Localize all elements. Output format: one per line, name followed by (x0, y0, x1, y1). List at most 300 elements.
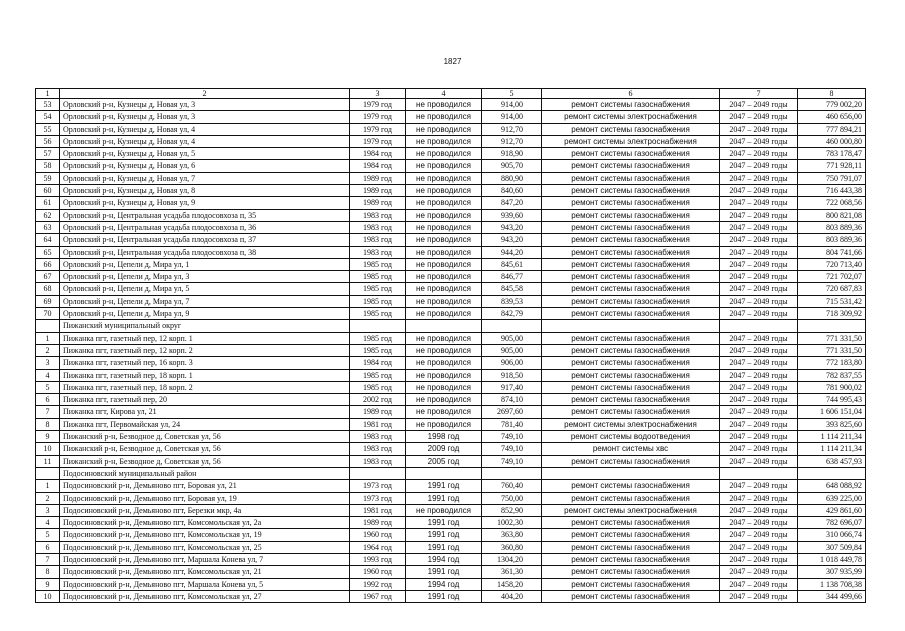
repair-period-cell: 2047 – 2049 годы (720, 295, 798, 307)
last-repair-year-cell: не проводился (406, 271, 482, 283)
area-cell: 404,20 (482, 590, 542, 602)
column-header: 7 (720, 89, 798, 99)
cost-cell: 772 183,80 (798, 357, 866, 369)
build-year-cell: 1985 год (350, 271, 406, 283)
table-row (36, 529, 866, 541)
last-repair-year-cell: не проводился (406, 381, 482, 393)
cost-cell (798, 467, 866, 479)
row-number-cell: 67 (36, 271, 60, 283)
last-repair-year-cell: 1991 год (406, 541, 482, 553)
repair-period-cell: 2047 – 2049 годы (720, 344, 798, 356)
last-repair-year-cell: 1991 год (406, 566, 482, 578)
build-year-cell: 1960 год (350, 566, 406, 578)
area-cell: 842,79 (482, 308, 542, 320)
build-year-cell: 1985 год (350, 283, 406, 295)
cost-cell: 804 741,66 (798, 246, 866, 258)
address-cell: Подосиновский р-н, Демьяново пгт, Комсомольская ул, 2а (60, 517, 350, 529)
work-type-cell: ремонт системы газоснабжения (542, 406, 720, 418)
table-row (36, 418, 866, 430)
table-row (36, 99, 866, 111)
cost-cell: 720 687,83 (798, 283, 866, 295)
work-type-cell: ремонт системы электроснабжения (542, 504, 720, 516)
table-row (36, 283, 866, 295)
address-cell: Подосиновский р-н, Демьяново пгт, Комсомольская ул, 25 (60, 541, 350, 553)
last-repair-year-cell (406, 467, 482, 479)
row-number-cell: 11 (36, 455, 60, 467)
cost-cell: 429 861,60 (798, 504, 866, 516)
build-year-cell: 1964 год (350, 541, 406, 553)
repair-period-cell: 2047 – 2049 годы (720, 578, 798, 590)
repair-period-cell: 2047 – 2049 годы (720, 492, 798, 504)
cost-cell: 393 825,60 (798, 418, 866, 430)
table-row (36, 369, 866, 381)
area-cell: 845,61 (482, 258, 542, 270)
row-number-cell: 4 (36, 517, 60, 529)
area-cell: 905,00 (482, 332, 542, 344)
area-cell: 846,77 (482, 271, 542, 283)
address-cell: Орловский р-н, Кузнецы д, Новая ул, 5 (60, 148, 350, 160)
table-row (36, 381, 866, 393)
area-cell: 914,00 (482, 111, 542, 123)
table-row (36, 123, 866, 135)
last-repair-year-cell: не проводился (406, 295, 482, 307)
row-number-cell: 59 (36, 172, 60, 184)
last-repair-year-cell: не проводился (406, 135, 482, 147)
work-type-cell: ремонт системы газоснабжения (542, 455, 720, 467)
area-cell: 1304,20 (482, 553, 542, 565)
last-repair-year-cell: не проводился (406, 185, 482, 197)
repair-period-cell: 2047 – 2049 годы (720, 418, 798, 430)
last-repair-year-cell: не проводился (406, 209, 482, 221)
area-cell: 847,20 (482, 197, 542, 209)
row-number-cell: 9 (36, 431, 60, 443)
cost-cell: 310 066,74 (798, 529, 866, 541)
work-type-cell: ремонт системы электроснабжения (542, 135, 720, 147)
build-year-cell: 1983 год (350, 209, 406, 221)
row-number-cell: 8 (36, 566, 60, 578)
cost-cell: 307 935,99 (798, 566, 866, 578)
repair-period-cell: 2047 – 2049 годы (720, 406, 798, 418)
work-type-cell: ремонт системы газоснабжения (542, 99, 720, 111)
cost-cell: 718 309,92 (798, 308, 866, 320)
repair-period-cell: 2047 – 2049 годы (720, 332, 798, 344)
build-year-cell: 1985 год (350, 308, 406, 320)
repair-period-cell: 2047 – 2049 годы (720, 455, 798, 467)
cost-cell: 782 696,07 (798, 517, 866, 529)
table-row (36, 406, 866, 418)
repair-period-cell: 2047 – 2049 годы (720, 148, 798, 160)
build-year-cell: 1983 год (350, 431, 406, 443)
repair-period-cell: 2047 – 2049 годы (720, 234, 798, 246)
build-year-cell: 1979 год (350, 111, 406, 123)
cost-cell: 648 088,92 (798, 480, 866, 492)
work-type-cell: ремонт системы газоснабжения (542, 590, 720, 602)
row-number-cell: 1 (36, 332, 60, 344)
row-number-cell: 9 (36, 578, 60, 590)
last-repair-year-cell: 1991 год (406, 492, 482, 504)
cost-cell: 783 178,47 (798, 148, 866, 160)
address-cell: Подосиновский муниципальный район (60, 467, 350, 479)
repair-period-cell: 2047 – 2049 годы (720, 283, 798, 295)
address-cell: Подосиновский р-н, Демьяново пгт, Комсомольская ул, 21 (60, 566, 350, 578)
last-repair-year-cell: не проводился (406, 246, 482, 258)
table-row (36, 209, 866, 221)
row-number-cell: 8 (36, 418, 60, 430)
address-cell: Подосиновский р-н, Демьяново пгт, Комсомольская ул, 27 (60, 590, 350, 602)
address-cell: Пижанка пгт, газетный пер, 18 корп. 1 (60, 369, 350, 381)
build-year-cell: 1973 год (350, 492, 406, 504)
row-number-cell: 60 (36, 185, 60, 197)
column-header: 1 (36, 89, 60, 99)
row-number-cell: 5 (36, 381, 60, 393)
section-row (36, 320, 866, 332)
table-row (36, 197, 866, 209)
last-repair-year-cell: 1991 год (406, 480, 482, 492)
area-cell: 360,80 (482, 541, 542, 553)
row-number-cell: 6 (36, 541, 60, 553)
repair-period-cell: 2047 – 2049 годы (720, 529, 798, 541)
work-type-cell: ремонт системы газоснабжения (542, 517, 720, 529)
table-row (36, 431, 866, 443)
cost-cell: 1 138 708,38 (798, 578, 866, 590)
build-year-cell: 1960 год (350, 529, 406, 541)
work-type-cell: ремонт системы газоснабжения (542, 160, 720, 172)
header-row (36, 89, 866, 99)
cost-cell: 750 791,07 (798, 172, 866, 184)
page-number: 1827 (443, 57, 462, 66)
cost-cell: 771 331,50 (798, 332, 866, 344)
area-cell: 363,80 (482, 529, 542, 541)
address-cell: Подосиновский р-н, Демьяново пгт, Комсомольская ул, 19 (60, 529, 350, 541)
address-cell: Орловский р-н, Цепели д, Мира ул, 3 (60, 271, 350, 283)
repair-period-cell: 2047 – 2049 годы (720, 160, 798, 172)
address-cell: Орловский р-н, Цепели д, Мира ул, 5 (60, 283, 350, 295)
area-cell: 905,00 (482, 344, 542, 356)
row-number-cell (36, 467, 60, 479)
area-cell: 749,10 (482, 443, 542, 455)
cost-cell: 716 443,38 (798, 185, 866, 197)
cost-cell: 1 018 449,78 (798, 553, 866, 565)
table-row (36, 578, 866, 590)
last-repair-year-cell: не проводился (406, 308, 482, 320)
repair-period-cell: 2047 – 2049 годы (720, 541, 798, 553)
work-type-cell: ремонт системы водоотведения (542, 431, 720, 443)
address-cell: Пижанский р-н, Безводное д, Советская ул, 56 (60, 443, 350, 455)
repair-period-cell: 2047 – 2049 годы (720, 99, 798, 111)
last-repair-year-cell: не проводился (406, 99, 482, 111)
last-repair-year-cell: не проводился (406, 369, 482, 381)
build-year-cell: 1979 год (350, 99, 406, 111)
repair-period-cell: 2047 – 2049 годы (720, 517, 798, 529)
address-cell: Подосиновский р-н, Демьяново пгт, Боровая ул, 21 (60, 480, 350, 492)
row-number-cell: 53 (36, 99, 60, 111)
address-cell: Орловский р-н, Цепели д, Мира ул, 1 (60, 258, 350, 270)
column-header: 4 (406, 89, 482, 99)
table-row (36, 135, 866, 147)
area-cell: 749,10 (482, 455, 542, 467)
cost-cell: 771 928,11 (798, 160, 866, 172)
repair-period-cell: 2047 – 2049 годы (720, 258, 798, 270)
work-type-cell: ремонт системы газоснабжения (542, 332, 720, 344)
table-row (36, 590, 866, 602)
area-cell: 760,40 (482, 480, 542, 492)
build-year-cell: 1984 год (350, 357, 406, 369)
table-row (36, 221, 866, 233)
cost-cell (798, 320, 866, 332)
area-cell: 943,20 (482, 234, 542, 246)
build-year-cell: 2002 год (350, 394, 406, 406)
row-number-cell: 69 (36, 295, 60, 307)
cost-cell: 344 499,66 (798, 590, 866, 602)
cost-cell: 777 894,21 (798, 123, 866, 135)
work-type-cell: ремонт системы газоснабжения (542, 480, 720, 492)
repair-period-cell: 2047 – 2049 годы (720, 590, 798, 602)
row-number-cell: 2 (36, 492, 60, 504)
build-year-cell: 1984 год (350, 160, 406, 172)
last-repair-year-cell: не проводился (406, 258, 482, 270)
repair-period-cell: 2047 – 2049 годы (720, 381, 798, 393)
table-row (36, 332, 866, 344)
last-repair-year-cell: 1991 год (406, 590, 482, 602)
row-number-cell: 7 (36, 553, 60, 565)
repair-period-cell: 2047 – 2049 годы (720, 443, 798, 455)
last-repair-year-cell: не проводился (406, 283, 482, 295)
build-year-cell: 1989 год (350, 406, 406, 418)
row-number-cell: 68 (36, 283, 60, 295)
work-type-cell: ремонт системы газоснабжения (542, 148, 720, 160)
build-year-cell: 1985 год (350, 369, 406, 381)
repair-period-cell: 2047 – 2049 годы (720, 135, 798, 147)
last-repair-year-cell: 2009 год (406, 443, 482, 455)
last-repair-year-cell: не проводился (406, 234, 482, 246)
area-cell: 874,10 (482, 394, 542, 406)
address-cell: Орловский р-н, Центральная усадьба плодосовхоза п, 37 (60, 234, 350, 246)
address-cell: Пижанка пгт, Кирова ул, 21 (60, 406, 350, 418)
address-cell: Подосиновский р-н, Демьяново пгт, Боровая ул, 19 (60, 492, 350, 504)
cost-cell: 460 656,00 (798, 111, 866, 123)
work-type-cell: ремонт системы газоснабжения (542, 221, 720, 233)
row-number-cell: 3 (36, 357, 60, 369)
address-cell: Пижанка пгт, газетный пер, 12 корп. 1 (60, 332, 350, 344)
row-number-cell: 66 (36, 258, 60, 270)
last-repair-year-cell: не проводился (406, 418, 482, 430)
row-number-cell: 3 (36, 504, 60, 516)
work-type-cell: ремонт системы газоснабжения (542, 344, 720, 356)
work-type-cell: ремонт системы газоснабжения (542, 258, 720, 270)
build-year-cell: 1992 год (350, 578, 406, 590)
work-type-cell (542, 467, 720, 479)
work-type-cell: ремонт системы газоснабжения (542, 283, 720, 295)
table-row (36, 258, 866, 270)
repair-period-cell: 2047 – 2049 годы (720, 553, 798, 565)
table-row (36, 517, 866, 529)
last-repair-year-cell: не проводился (406, 357, 482, 369)
cost-cell: 800 821,08 (798, 209, 866, 221)
work-type-cell: ремонт системы газоснабжения (542, 185, 720, 197)
address-cell: Пижанский р-н, Безводное д, Советская ул, 56 (60, 455, 350, 467)
address-cell: Пижанка пгт, газетный пер, 20 (60, 394, 350, 406)
address-cell: Орловский р-н, Кузнецы д, Новая ул, 7 (60, 172, 350, 184)
row-number-cell: 57 (36, 148, 60, 160)
table-row (36, 344, 866, 356)
last-repair-year-cell: не проводился (406, 344, 482, 356)
repair-period-cell: 2047 – 2049 годы (720, 271, 798, 283)
work-type-cell (542, 320, 720, 332)
cost-cell: 722 068,56 (798, 197, 866, 209)
work-type-cell: ремонт системы газоснабжения (542, 566, 720, 578)
area-cell: 845,58 (482, 283, 542, 295)
cost-cell: 460 000,80 (798, 135, 866, 147)
address-cell: Пижанка пгт, газетный пер, 18 корп. 2 (60, 381, 350, 393)
work-type-cell: ремонт системы газоснабжения (542, 381, 720, 393)
row-number-cell: 7 (36, 406, 60, 418)
cost-cell: 803 889,36 (798, 221, 866, 233)
row-number-cell: 1 (36, 480, 60, 492)
repair-period-cell: 2047 – 2049 годы (720, 185, 798, 197)
last-repair-year-cell: не проводился (406, 172, 482, 184)
cost-cell: 771 331,50 (798, 344, 866, 356)
table-row (36, 541, 866, 553)
address-cell: Орловский р-н, Кузнецы д, Новая ул, 6 (60, 160, 350, 172)
last-repair-year-cell: 1991 год (406, 529, 482, 541)
work-type-cell: ремонт системы газоснабжения (542, 246, 720, 258)
repair-period-cell: 2047 – 2049 годы (720, 172, 798, 184)
repair-period-cell: 2047 – 2049 годы (720, 111, 798, 123)
row-number-cell: 5 (36, 529, 60, 541)
row-number-cell: 10 (36, 443, 60, 455)
area-cell: 918,50 (482, 369, 542, 381)
address-cell: Орловский р-н, Цепели д, Мира ул, 9 (60, 308, 350, 320)
build-year-cell: 1985 год (350, 381, 406, 393)
row-number-cell: 2 (36, 344, 60, 356)
row-number-cell: 61 (36, 197, 60, 209)
build-year-cell (350, 467, 406, 479)
address-cell: Пижанка пгт, газетный пер, 12 корп. 2 (60, 344, 350, 356)
last-repair-year-cell: не проводился (406, 148, 482, 160)
table-row (36, 172, 866, 184)
table-row (36, 295, 866, 307)
repair-period-cell (720, 320, 798, 332)
address-cell: Орловский р-н, Центральная усадьба плодосовхоза п, 35 (60, 209, 350, 221)
work-type-cell: ремонт системы газоснабжения (542, 394, 720, 406)
repair-period-cell: 2047 – 2049 годы (720, 394, 798, 406)
area-cell: 912,70 (482, 123, 542, 135)
last-repair-year-cell: не проводился (406, 504, 482, 516)
cost-cell: 779 002,20 (798, 99, 866, 111)
register-table (35, 88, 866, 603)
build-year-cell: 1989 год (350, 517, 406, 529)
table-row (36, 185, 866, 197)
repair-period-cell: 2047 – 2049 годы (720, 308, 798, 320)
cost-cell: 307 509,84 (798, 541, 866, 553)
work-type-cell: ремонт системы газоснабжения (542, 492, 720, 504)
area-cell: 917,40 (482, 381, 542, 393)
table-row (36, 566, 866, 578)
build-year-cell: 1981 год (350, 504, 406, 516)
area-cell: 2697,60 (482, 406, 542, 418)
build-year-cell: 1989 год (350, 197, 406, 209)
address-cell: Подосиновский р-н, Демьяново пгт, Маршала Конева ул, 5 (60, 578, 350, 590)
row-number-cell (36, 320, 60, 332)
address-cell: Пижанка пгт, газетный пер, 16 корп. 3 (60, 357, 350, 369)
cost-cell: 1 606 151,04 (798, 406, 866, 418)
repair-period-cell: 2047 – 2049 годы (720, 480, 798, 492)
work-type-cell: ремонт системы газоснабжения (542, 172, 720, 184)
row-number-cell: 6 (36, 394, 60, 406)
address-cell: Орловский р-н, Цепели д, Мира ул, 7 (60, 295, 350, 307)
column-header: 8 (798, 89, 866, 99)
cost-cell: 721 702,07 (798, 271, 866, 283)
last-repair-year-cell: 1998 год (406, 431, 482, 443)
build-year-cell: 1983 год (350, 246, 406, 258)
area-cell: 1002,30 (482, 517, 542, 529)
row-number-cell: 54 (36, 111, 60, 123)
build-year-cell: 1973 год (350, 480, 406, 492)
section-row (36, 467, 866, 479)
row-number-cell: 4 (36, 369, 60, 381)
work-type-cell: ремонт системы газоснабжения (542, 234, 720, 246)
work-type-cell: ремонт системы газоснабжения (542, 123, 720, 135)
last-repair-year-cell: не проводился (406, 394, 482, 406)
build-year-cell: 1979 год (350, 135, 406, 147)
table-row (36, 443, 866, 455)
build-year-cell: 1983 год (350, 455, 406, 467)
row-number-cell: 55 (36, 123, 60, 135)
area-cell: 781,40 (482, 418, 542, 430)
repair-period-cell: 2047 – 2049 годы (720, 246, 798, 258)
work-type-cell: ремонт системы газоснабжения (542, 553, 720, 565)
build-year-cell: 1985 год (350, 344, 406, 356)
area-cell: 914,00 (482, 99, 542, 111)
address-cell: Пижанский р-н, Безводное д, Советская ул, 56 (60, 431, 350, 443)
cost-cell: 638 457,93 (798, 455, 866, 467)
work-type-cell: ремонт системы газоснабжения (542, 529, 720, 541)
address-cell: Пижанский муниципальный округ (60, 320, 350, 332)
cost-cell: 639 225,00 (798, 492, 866, 504)
address-cell: Орловский р-н, Центральная усадьба плодосовхоза п, 38 (60, 246, 350, 258)
address-cell: Орловский р-н, Центральная усадьба плодосовхоза п, 36 (60, 221, 350, 233)
last-repair-year-cell: 1994 год (406, 578, 482, 590)
area-cell: 880,90 (482, 172, 542, 184)
work-type-cell: ремонт системы газоснабжения (542, 357, 720, 369)
area-cell: 839,53 (482, 295, 542, 307)
area-cell: 852,90 (482, 504, 542, 516)
repair-period-cell: 2047 – 2049 годы (720, 357, 798, 369)
cost-cell: 1 114 211,34 (798, 443, 866, 455)
work-type-cell: ремонт системы газоснабжения (542, 308, 720, 320)
table-row (36, 357, 866, 369)
cost-cell: 744 995,43 (798, 394, 866, 406)
work-type-cell: ремонт системы газоснабжения (542, 295, 720, 307)
build-year-cell: 1983 год (350, 234, 406, 246)
last-repair-year-cell: не проводился (406, 197, 482, 209)
table-row (36, 553, 866, 565)
table-row (36, 394, 866, 406)
table-row (36, 480, 866, 492)
last-repair-year-cell: не проводился (406, 111, 482, 123)
area-cell (482, 320, 542, 332)
work-type-cell: ремонт системы газоснабжения (542, 578, 720, 590)
area-cell: 361,30 (482, 566, 542, 578)
table-row (36, 234, 866, 246)
address-cell: Подосиновский р-н, Демьяново пгт, Березки мкр, 4а (60, 504, 350, 516)
table-row (36, 492, 866, 504)
table-row (36, 246, 866, 258)
repair-period-cell: 2047 – 2049 годы (720, 221, 798, 233)
build-year-cell: 1985 год (350, 258, 406, 270)
row-number-cell: 70 (36, 308, 60, 320)
column-header: 5 (482, 89, 542, 99)
